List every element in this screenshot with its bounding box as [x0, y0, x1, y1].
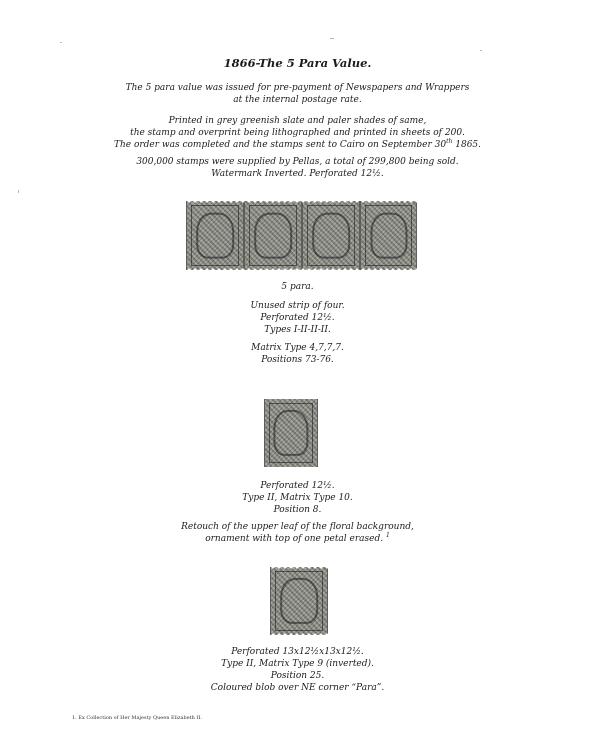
supply-paragraph [0, 156, 595, 180]
single2-description [0, 646, 595, 694]
single-stamp-image-2 [270, 567, 328, 635]
scan-speck [330, 38, 334, 39]
strip-description [0, 300, 595, 336]
intro-paragraph [0, 82, 595, 106]
intro-line: at the internal postage rate. [233, 95, 362, 105]
footnote-ref: 1 [385, 532, 390, 539]
intro-line: The 5 para value was issued for pre-payment of Newspapers and Wrappers [125, 83, 470, 93]
stamp [360, 201, 417, 270]
stamp [186, 201, 244, 270]
strip-desc-line: Unused strip of four. [250, 301, 345, 311]
footnote: 1. Ex Collection of Her Majesty Queen Elizabeth II. [72, 715, 203, 721]
single2-desc-line: Type II, Matrix Type 9 (inverted). [221, 659, 374, 669]
supply-line: 300,000 stamps were supplied by Pellas, a total of 299,800 being sold. [136, 157, 459, 167]
strip-value-label: 5 para. [281, 282, 314, 292]
scan-speck [60, 42, 62, 43]
stamp-strip-image [186, 201, 417, 270]
scan-speck [480, 50, 482, 51]
printing-line: The order was completed and the stamps sent to Cairo on September 30th 1865. [113, 138, 482, 150]
single1-desc-line: Perforated 12½. [260, 481, 335, 491]
stamp [264, 399, 318, 467]
retouch-line: ornament with top of one petal erased. $^1$ [205, 532, 390, 544]
printing-line: Printed in grey greenish slate and paler shades of same, [168, 116, 427, 126]
strip-desc-line: Types I-II-II-II. [264, 325, 331, 335]
page-title: 1866-The 5 Para Value. [223, 56, 372, 70]
strip-matrix-line: Matrix Type 4,7,7,7. [251, 343, 344, 353]
strip-matrix [0, 342, 595, 366]
strip-desc-line: Perforated 12½. [260, 313, 335, 323]
retouch-note [0, 521, 595, 545]
supply-line: Watermark Inverted. Perforated 12½. [211, 169, 384, 179]
scan-speck [18, 190, 19, 193]
single1-desc-line: Position 8. [273, 505, 322, 515]
strip-matrix-line: Positions 73-76. [261, 355, 334, 365]
single-stamp-image [264, 399, 318, 467]
single2-desc-line: Coloured blob over NE corner “Para”. [210, 683, 385, 693]
single1-desc-line: Type II, Matrix Type 10. [242, 493, 353, 503]
printing-paragraph [0, 115, 595, 151]
stamp [244, 201, 302, 270]
printing-line: the stamp and overprint being lithographed and printed in sheets of 200. [130, 128, 465, 138]
single2-desc-line: Position 25. [270, 671, 325, 681]
retouch-line: Retouch of the upper leaf of the floral background, [181, 522, 414, 532]
stamp [302, 201, 360, 270]
stamp [270, 567, 328, 635]
single2-desc-line: Perforated 13x12½x13x12½. [231, 647, 364, 657]
single1-description [0, 480, 595, 516]
